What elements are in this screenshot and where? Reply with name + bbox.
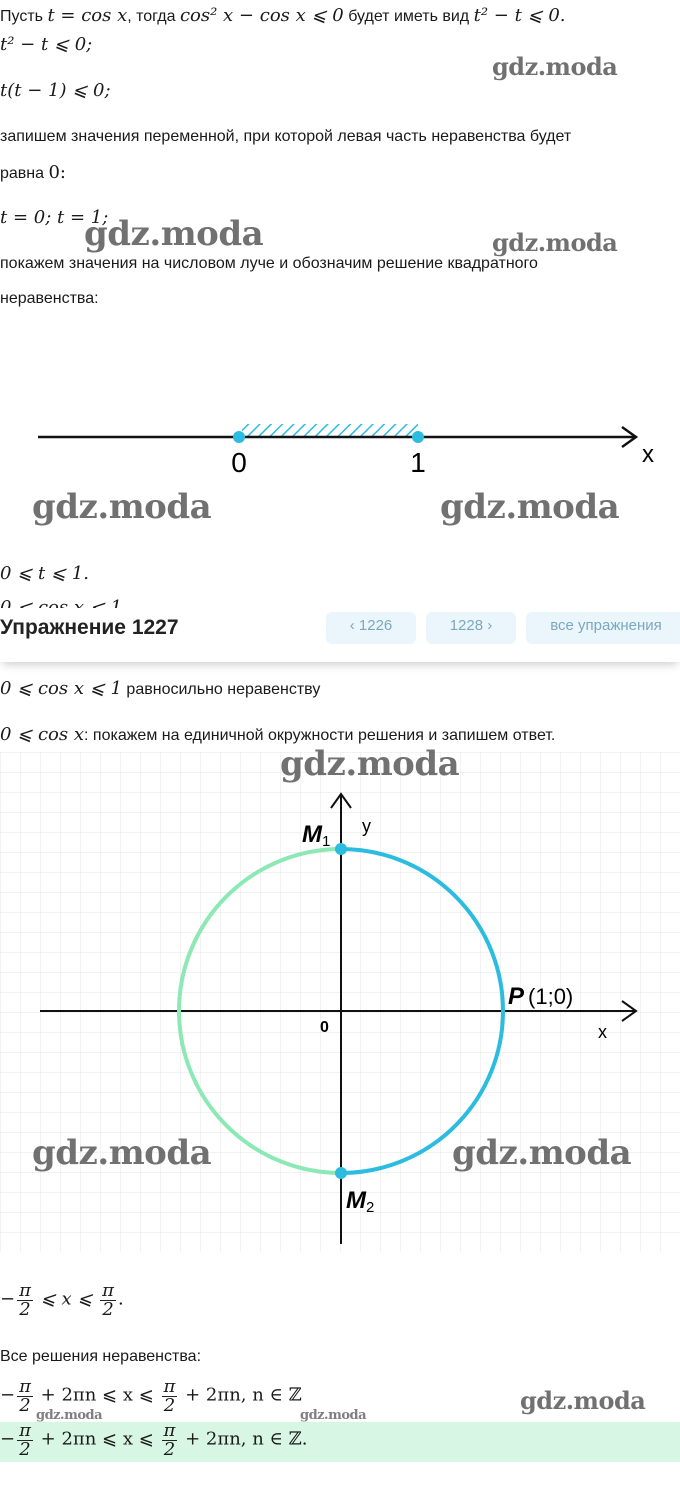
label-zero: 0 xyxy=(231,447,247,478)
prev-exercise-button[interactable]: ‹ 1226 xyxy=(326,612,416,644)
fraction-pi-over-2: $\frac{\pi}{2}$ xyxy=(102,1280,114,1320)
watermark: gdz.moda xyxy=(32,1133,212,1173)
watermark: gdz.moda xyxy=(440,487,620,527)
watermark: gdz.moda xyxy=(492,52,618,81)
fraction-pi-over-2: $\frac{\pi}{2}$ xyxy=(19,1280,31,1320)
exercise-navbar xyxy=(0,608,680,662)
text-line-zero: равна 0: xyxy=(0,162,67,183)
watermark: gdz.moda xyxy=(280,744,460,784)
factored-line: t(t − 1) ⩽ 0; xyxy=(0,80,111,101)
label-p: P (1;0) xyxy=(508,983,574,1010)
watermark: gdz.moda xyxy=(520,1386,646,1415)
general-solution-line: − $\frac{\pi}{2}$ + 2πn ⩽ x ⩽ $\frac{\pi}{2}$ + 2πn, n ∈ ℤ xyxy=(0,1376,302,1416)
watermark: gdz.moda xyxy=(492,228,618,257)
label-origin: 0 xyxy=(320,1019,329,1036)
range-line: − $\frac{\pi}{2}$ ⩽ x ⩽ $\frac{\pi}{2}$ . xyxy=(0,1280,124,1320)
t-range-line: 0 ⩽ t ⩽ 1. xyxy=(0,563,89,584)
circle-intro-line: 0 ⩽ cos x: покажем на единичной окружности решения и запишем ответ. xyxy=(0,724,556,745)
fraction-pi-over-2: $\frac{\pi}{2}$ xyxy=(163,1420,176,1460)
solution-hatch xyxy=(242,424,418,436)
intro-line: Пусть t = cos x, тогда cos² x − cos x ⩽ 0 будет иметь вид t² − t ⩽ 0. xyxy=(0,5,566,26)
all-solutions-label: Все решения неравенства: xyxy=(0,1348,202,1365)
unit-circle-figure xyxy=(0,752,680,1252)
axis-label-x: x xyxy=(642,441,654,468)
point-m1 xyxy=(335,843,347,855)
watermark: gdz.moda xyxy=(84,214,264,254)
answer-box xyxy=(0,1422,680,1462)
point-m2 xyxy=(335,1167,347,1179)
watermark: gdz.moda xyxy=(32,487,212,527)
number-line-figure xyxy=(0,400,680,490)
label-one: 1 xyxy=(410,447,426,478)
watermark: gdz.moda xyxy=(452,1133,632,1173)
next-exercise-button[interactable]: 1228 › xyxy=(426,612,516,644)
label-x: x xyxy=(598,1022,607,1042)
answer-line: − $\frac{\pi}{2}$ + 2πn ⩽ x ⩽ $\frac{\pi}{2}$ + 2πn, n ∈ ℤ. xyxy=(0,1420,308,1460)
point-zero xyxy=(233,431,245,443)
point-one xyxy=(412,431,424,443)
text-line: покажем значения на числовом луче и обозначим решение квадратного xyxy=(0,255,538,272)
fraction-pi-over-2: $\frac{\pi}{2}$ xyxy=(19,1420,31,1460)
watermark: gdz.moda xyxy=(300,1408,367,1423)
label-m1: M1 xyxy=(302,821,331,850)
roots-line: t = 0; t = 1; xyxy=(0,207,109,228)
text-line: запишем значения переменной, при которой левая часть неравенства будет xyxy=(0,128,572,145)
exercise-title: Упражнение 1227 xyxy=(0,616,179,639)
watermark: gdz.moda xyxy=(36,1408,103,1423)
label-y: y xyxy=(362,816,371,836)
equivalent-line: 0 ⩽ cos x ⩽ 1 равносильно неравенству xyxy=(0,678,321,699)
text-line: неравенства: xyxy=(0,290,99,307)
all-exercises-button[interactable]: все упражнения xyxy=(526,612,680,644)
fraction-pi-over-2: $\frac{\pi}{2}$ xyxy=(163,1376,176,1416)
fraction-pi-over-2: $\frac{\pi}{2}$ xyxy=(19,1376,31,1416)
label-m2: M2 xyxy=(346,1187,375,1216)
inequality-line: t² − t ⩽ 0; xyxy=(0,34,93,55)
